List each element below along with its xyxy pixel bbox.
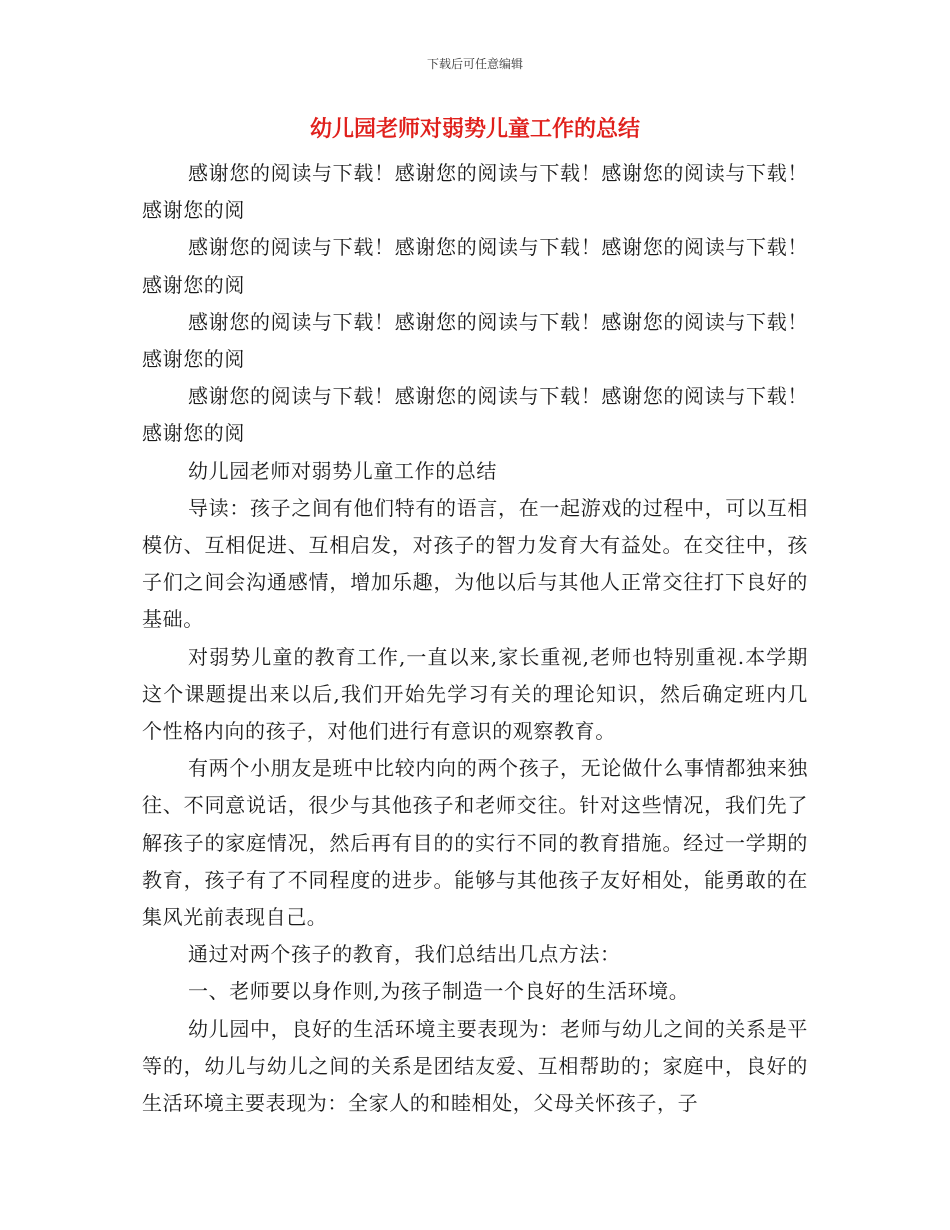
body-paragraph: 通过对两个孩子的教育，我们总结出几点方法： [188,942,621,967]
header-note: 下载后可任意编辑 [426,57,523,71]
document-body [142,155,808,1122]
body-paragraph: 感谢您的阅读与下载！感谢您的阅读与下载！感谢您的阅读与下载！感谢您的阅 [142,161,808,223]
body-paragraph: 感谢您的阅读与下载！感谢您的阅读与下载！感谢您的阅读与下载！感谢您的阅 [142,309,808,372]
body-paragraph: 对弱势儿童的教育工作,一直以来,家长重视,老师也特别重视.本学期这个课题提出来以后,我们开始先学习有关的理论知识，然后确定班内几个性格内向的孩子，对他们进行有意识的观察教育。 [142,644,808,744]
document-title: 幼儿园老师对弱势儿童工作的总结 [309,117,640,142]
body-paragraph: 导读：孩子之间有他们特有的语言，在一起游戏的过程中，可以互相模仿、互相促进、互相启发，对孩子的智力发育大有益处。在交往中，孩子们之间会沟通感情，增加乐趣，为他以后与其他人正常交往打下良好的基础。 [142,495,808,632]
body-paragraph: 幼儿园老师对弱势儿童工作的总结 [188,458,497,483]
body-paragraph: 感谢您的阅读与下载！感谢您的阅读与下载！感谢您的阅读与下载！感谢您的阅 [142,384,808,446]
body-paragraph: 幼儿园中，良好的生活环境主要表现为：老师与幼儿之间的关系是平等的，幼儿与幼儿之间的关系是团结友爱、互相帮助的；家庭中，良好的生活环境主要表现为：全家人的和睦相处，父母关怀孩子，子 [142,1016,808,1116]
body-paragraph: 一、老师要以身作则,为孩子制造一个良好的生活环境。 [188,979,690,1004]
body-paragraph: 感谢您的阅读与下载！感谢您的阅读与下载！感谢您的阅读与下载！感谢您的阅 [142,235,808,297]
body-paragraph: 有两个小朋友是班中比较内向的两个孩子，无论做什么事情都独来独往、不同意说话，很少与其他孩子和老师交往。针对这些情况，我们先了解孩子的家庭情况，然后再有目的的实行不同的教育措施。经过一学期的教育，孩子有了不同程度的进步。能够与其他孩子友好相处，能勇敢的在集风光前表现自己。 [142,756,808,930]
